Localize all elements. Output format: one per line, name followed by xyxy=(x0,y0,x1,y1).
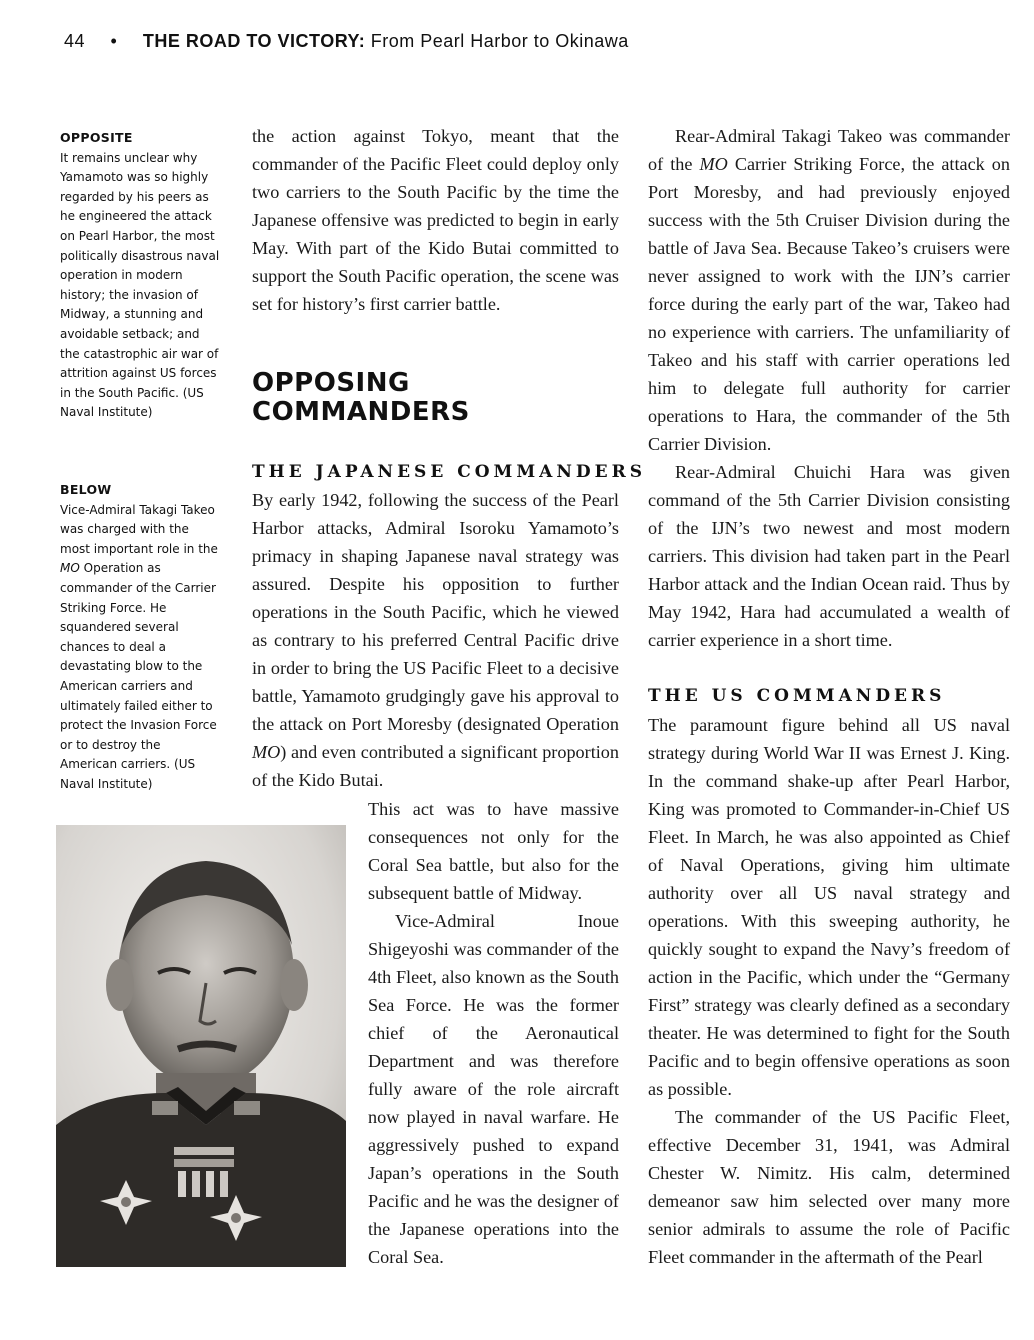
caption-below xyxy=(60,480,220,795)
caption-text: It remains unclear why Yamamoto was so highly regarded by his peers as he engineered the attack on Pearl Harbor, the most politically disastrous naval operation in modern history; the invasion of Midway, a stunning and avoidable setback; and the catastrophic air war of attrition against US forces in the South Pacific. (US Naval Institute) xyxy=(60,150,220,420)
nimitz-paragraph: The commander of the US Pacific Fleet, effective December 31, 1941, was Admiral Chester W. Nimitz. His calm, determined demeanor saw him selected over many more senior admirals to assume the role of Pacific Fleet commander in the aftermath of the Pearl xyxy=(648,1107,1010,1267)
column-2-intro xyxy=(252,122,619,318)
section-heading: OPPOSING COMMANDERS xyxy=(252,368,470,427)
header-separator: • xyxy=(110,31,118,51)
column-2-narrow xyxy=(368,795,619,1271)
admiral-portrait-image xyxy=(56,825,346,1267)
inoue-paragraph: Vice-Admiral Inoue Shigeyoshi was commander of the 4th Fleet, also known as the South Sea Force. He was the former chief of the Aeronautical Department and was therefore fully aware of the role aircraft now played in naval warfare. He aggressively pushed to expand Japan’s operations in the South Pacific and he was the designer of the Japanese operations into the Coral Sea. xyxy=(368,911,619,1267)
book-subtitle: From Pearl Harbor to Okinawa xyxy=(365,31,629,51)
takagi-paragraph: Rear-Admiral Takagi Takeo was commander of the MO Carrier Striking Force, the attack on Port Moresby, and had previously enjoyed success with the 5th Cruiser Division during the battle of Java Sea. Because Takeo’s cruisers were never assigned to work with the IJN’s carrier force during the early part of the war, Takeo had no experience with carriers. The unfamiliarity of Takeo and his staff with carrier operations led him to delegate full authority for carrier operations to Hara, the commander of the 5th Carrier Division. xyxy=(648,126,1010,454)
column-2-body xyxy=(252,486,619,794)
book-title: THE ROAD TO VICTORY: xyxy=(142,31,366,51)
caption-heading: BELOW xyxy=(60,482,112,497)
japanese-commanders-heading: THE JAPANESE COMMANDERS xyxy=(252,462,647,482)
caption-opposite xyxy=(60,128,220,423)
yamamoto-paragraph: By early 1942, following the success of the Pearl Harbor attacks, Admiral Isoroku Yamamoto’s primacy in shaping Japanese naval strategy was assured. Despite his opposition to further operations in the South Pacific, which he viewed as contrary to his preferred Central Pacific drive in order to bring the US Pacific Fleet to a decisive battle, Yamamoto grudgingly gave his approval to the attack on Port Moresby (designated Operation MO) and even contributed a significant proportion of the Kido Butai. xyxy=(252,490,619,790)
caption-text: Vice-Admiral Takagi Takeo was charged with the most important role in the MO Operation as commander of the Carrier Striking Force. He squandered several chances to deal a devastating blow to the American carriers and ultimately failed either to protect the Invasion Force or to destroy the American carriers. (US Naval Institute) xyxy=(60,502,218,791)
hara-paragraph: Rear-Admiral Chuichi Hara was given command of the 5th Carrier Division consisting of the IJN’s two newest and most modern carriers. This division had taken part in the Pearl Harbor attack and the Indian Ocean raid. Thus by May 1942, Hara had accumulated a wealth of carrier experience in a short time. xyxy=(648,462,1010,650)
intro-paragraph: the action against Tokyo, meant that the commander of the Pacific Fleet could deploy only two carriers to the South Pacific by the time the Japanese offensive was predicted to begin in early May. With part of the Kido Butai committed to support the South Pacific operation, the scene was set for history’s first carrier battle. xyxy=(252,126,619,314)
caption-heading: OPPOSITE xyxy=(60,130,133,145)
portrait-photo xyxy=(56,825,346,1267)
page-number: 44 xyxy=(64,31,86,51)
column-3 xyxy=(648,122,1010,654)
running-header xyxy=(64,31,629,52)
us-commanders-heading: THE US COMMANDERS xyxy=(648,686,946,706)
massive-consequences-paragraph: This act was to have massive consequences not only for the Coral Sea battle, but also for the subsequent battle of Midway. xyxy=(368,799,619,903)
king-paragraph: The paramount figure behind all US naval strategy during World War II was Ernest J. King. In the command shake-up after Pearl Harbor, King was promoted to Commander-in-Chief US Fleet. In March, he was also appointed as Chief of Naval Operations, giving him ultimate authority over all US naval strategy and operations. With this sweeping authority, he quickly sought to expand the Navy’s freedom of action in the Pacific, which under the “Germany First” strategy was clearly defined as a secondary theater. He was determined to fight for the South Pacific and to begin offensive operations as soon as possible. xyxy=(648,715,1010,1099)
column-3-us xyxy=(648,711,1010,1271)
